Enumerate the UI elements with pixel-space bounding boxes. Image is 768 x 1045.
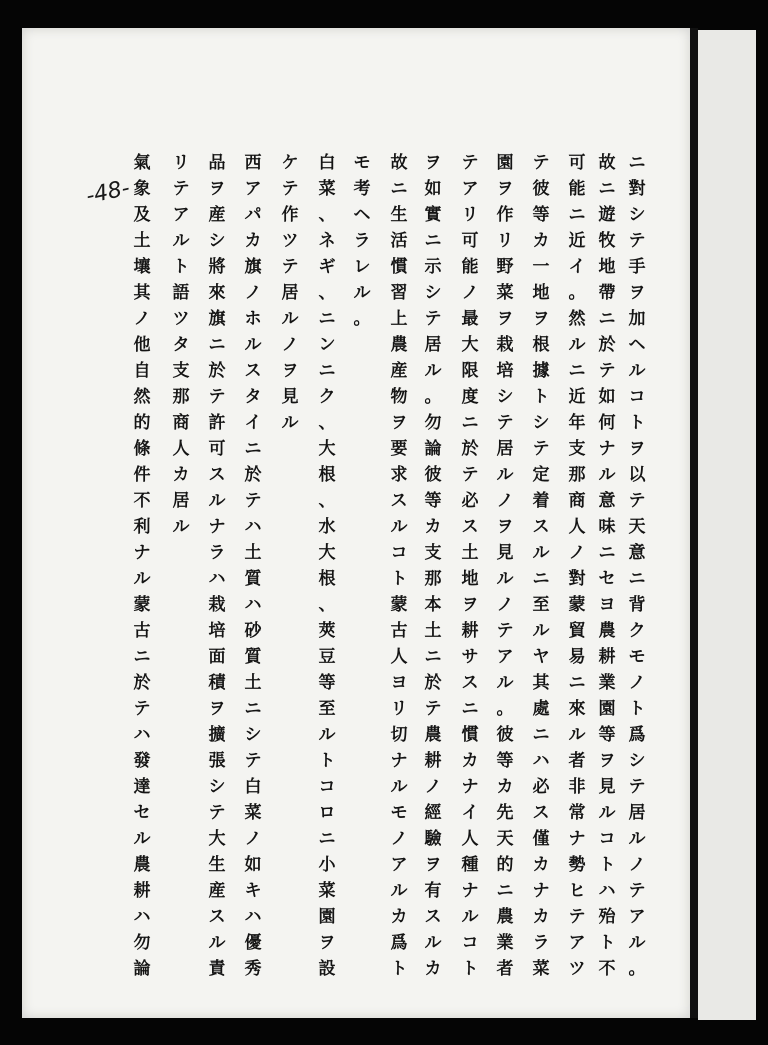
text-column: ケ テ 作 ツ テ 居 ル ノ ヲ 見 ル bbox=[281, 153, 299, 433]
text-column: 故 ニ 生 活 慣 習 上 農 産 物 ヲ 要 求 ス ル コ ト 蒙 古 人 ヨ リ 切 ナ ル モ ノ ア ル カ 爲 ト bbox=[390, 153, 408, 979]
adjacent-page bbox=[698, 30, 756, 1020]
text-column: 園 ヲ 作 リ 野 菜 ヲ 栽 培 シ テ 居 ル ノ ヲ 見 ル ノ テ ア ル 。 彼 等 カ 先 天 的 ニ 農 業 者 bbox=[496, 153, 514, 979]
page-number: -48- bbox=[83, 175, 132, 210]
text-column: 白 菜 、 ネ ギ 、 ニ ン ニ ク 、 大 根 、 水 大 根 、 莢 豆 等 至 ル ト コ ロ ニ 小 菜 園 ヲ 設 bbox=[318, 153, 336, 979]
text-column: 品 ヲ 産 シ 將 來 旗 ニ 於 テ 許 可 ス ル ナ ラ ハ 栽 培 面 積 ヲ 擴 張 シ テ 大 生 産 ス ル 責 bbox=[208, 153, 226, 979]
text-column: ニ 對 シ テ 手 ヲ 加 ヘ ル コ ト ヲ 以 テ 天 意 ニ 背 ク モ ノ ト 爲 シ テ 居 ル ノ テ ア ル 。 bbox=[628, 153, 646, 979]
text-column: 氣 象 及 土 壤 其 ノ 他 自 然 的 條 件 不 利 ナ ル 蒙 古 ニ 於 テ ハ 發 達 セ ル 農 耕 ハ 勿 論 bbox=[133, 153, 151, 979]
page-gutter bbox=[690, 28, 698, 1018]
text-column: テ 彼 等 カ 一 地 ヲ 根 據 ト シ テ 定 着 ス ル ニ 至 ル ヤ 其 處 ニ ハ 必 ス 僅 カ ナ カ ラ 菜 bbox=[532, 153, 550, 979]
text-column: 西 ア パ カ 旗 ノ ホ ル ス タ イ ニ 於 テ ハ 土 質 ハ 砂 質 土 ニ シ テ 白 菜 ノ 如 キ ハ 優 秀 bbox=[244, 153, 262, 979]
text-column: リ テ ア ル ト 語 ツ タ 支 那 商 人 カ 居 ル bbox=[172, 153, 190, 537]
text-column: モ 考 ヘ ラ レ ル 。 bbox=[353, 153, 371, 329]
text-column: 可 能 ニ 近 イ 。 然 ル ニ 近 年 支 那 商 人 ノ 對 蒙 貿 易 ニ 來 ル 者 非 常 ナ 勢 ヒ テ ア ツ bbox=[568, 153, 586, 979]
text-column: ヲ 如 實 ニ 示 シ テ 居 ル 。 勿 論 彼 等 カ 支 那 本 土 ニ 於 テ 農 耕 ノ 經 驗 ヲ 有 ス ル カ bbox=[424, 153, 442, 979]
text-column: テ ア リ 可 能 ノ 最 大 限 度 ニ 於 テ 必 ス 土 地 ヲ 耕 サ ス ニ 慣 カ ナ イ 人 種 ナ ル コ ト bbox=[461, 153, 479, 979]
text-column: 故 ニ 遊 牧 地 帶 ニ 於 テ 如 何 ナ ル 意 味 ニ セ ヨ 農 耕 業 園 等 ヲ 見 ル コ ト ハ 殆 ト 不 bbox=[598, 153, 616, 979]
